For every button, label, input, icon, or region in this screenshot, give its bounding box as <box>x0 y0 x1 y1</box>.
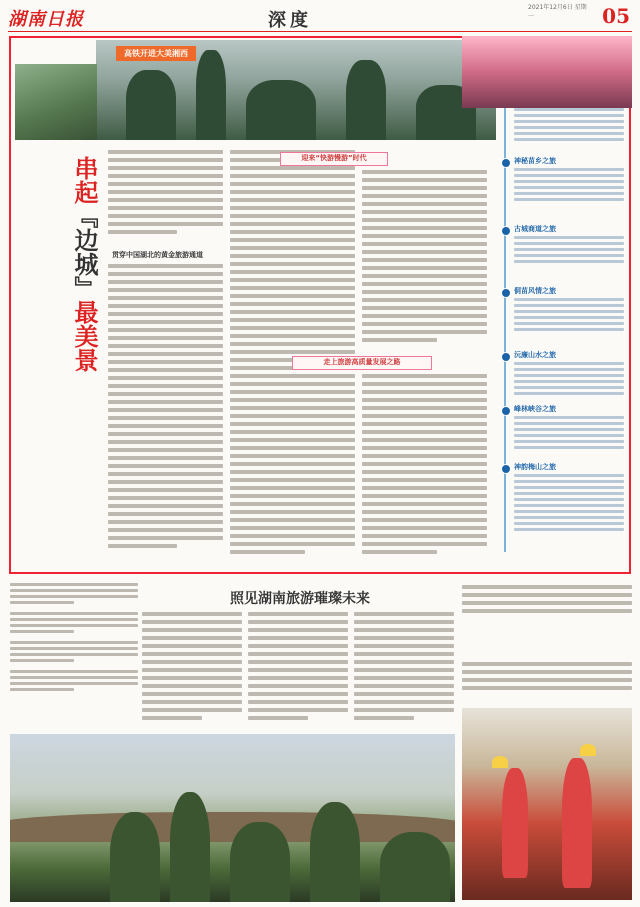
article-column <box>462 662 632 702</box>
festival-photo <box>462 36 632 108</box>
route-dot-icon <box>501 352 511 362</box>
peak-shape <box>380 832 450 902</box>
note-item <box>10 583 138 604</box>
title-part: 最美景 <box>70 300 99 372</box>
article-column <box>362 170 487 350</box>
route-name: 古城商道之旅 <box>514 225 556 233</box>
note-item <box>10 641 138 662</box>
page-number: 05 <box>602 4 630 28</box>
article-column <box>248 612 348 730</box>
peak-shape <box>310 802 360 902</box>
route-item <box>500 224 626 274</box>
article-column <box>108 150 223 250</box>
masthead: 湖南日报 <box>8 9 84 30</box>
route-dot-icon <box>501 288 511 298</box>
route-name: 神秘苗乡之旅 <box>514 157 556 165</box>
article-subhead: 贯穿中国湖北的黄金旅游通道 <box>112 251 203 259</box>
route-item <box>500 156 626 212</box>
plateau-shape <box>10 812 455 842</box>
peak-shape <box>170 792 210 902</box>
article-column <box>362 374 487 564</box>
route-item <box>500 286 626 336</box>
banner-caption: 高铁开进大美湘西 <box>116 46 196 61</box>
fan-shape <box>492 756 508 768</box>
inset-photo <box>15 64 97 140</box>
fan-shape <box>580 744 596 756</box>
mountain-shape <box>246 80 316 140</box>
route-name: 神韵梅山之旅 <box>514 463 556 471</box>
route-dot-icon <box>501 158 511 168</box>
peak-shape <box>230 822 290 902</box>
route-item <box>500 462 626 542</box>
header-divider <box>8 31 632 32</box>
date-line: 2021年12月6日 星期一 <box>528 4 587 20</box>
subhead-box: 迎来“快游慢游”时代 <box>280 152 388 166</box>
route-name: 峰林峡谷之旅 <box>514 405 556 413</box>
title-part: 『边城』 <box>70 204 99 300</box>
route-dot-icon <box>501 226 511 236</box>
bottom-article-title: 照见湖南旅游璀璨未来 <box>230 591 370 607</box>
dancers-photo <box>462 708 632 900</box>
route-name: 沅廉山水之旅 <box>514 351 556 359</box>
route-dot-icon <box>501 464 511 474</box>
banner-photo <box>96 40 496 140</box>
route-item <box>500 350 626 400</box>
section-title: 深度 <box>268 10 312 31</box>
feature-vertical-title <box>38 156 98 396</box>
article-column <box>230 150 355 560</box>
article-column <box>108 264 223 564</box>
note-item <box>10 670 138 691</box>
article-column <box>142 612 242 730</box>
dancer-figure <box>562 758 592 888</box>
article-column <box>354 612 454 730</box>
article-column <box>462 585 632 619</box>
landscape-photo <box>10 734 455 902</box>
route-name: 侗苗风情之旅 <box>514 287 556 295</box>
mountain-shape <box>196 50 226 140</box>
title-part: 串起 <box>70 156 99 204</box>
note-item <box>10 612 138 633</box>
dancer-figure <box>502 768 528 878</box>
subhead-box: 走上旅游高质量发展之路 <box>292 356 432 370</box>
route-dot-icon <box>501 406 511 416</box>
timeline-notes <box>10 583 138 731</box>
mountain-shape <box>346 60 386 140</box>
peak-shape <box>110 812 160 902</box>
route-item <box>500 404 626 454</box>
mountain-shape <box>126 70 176 140</box>
